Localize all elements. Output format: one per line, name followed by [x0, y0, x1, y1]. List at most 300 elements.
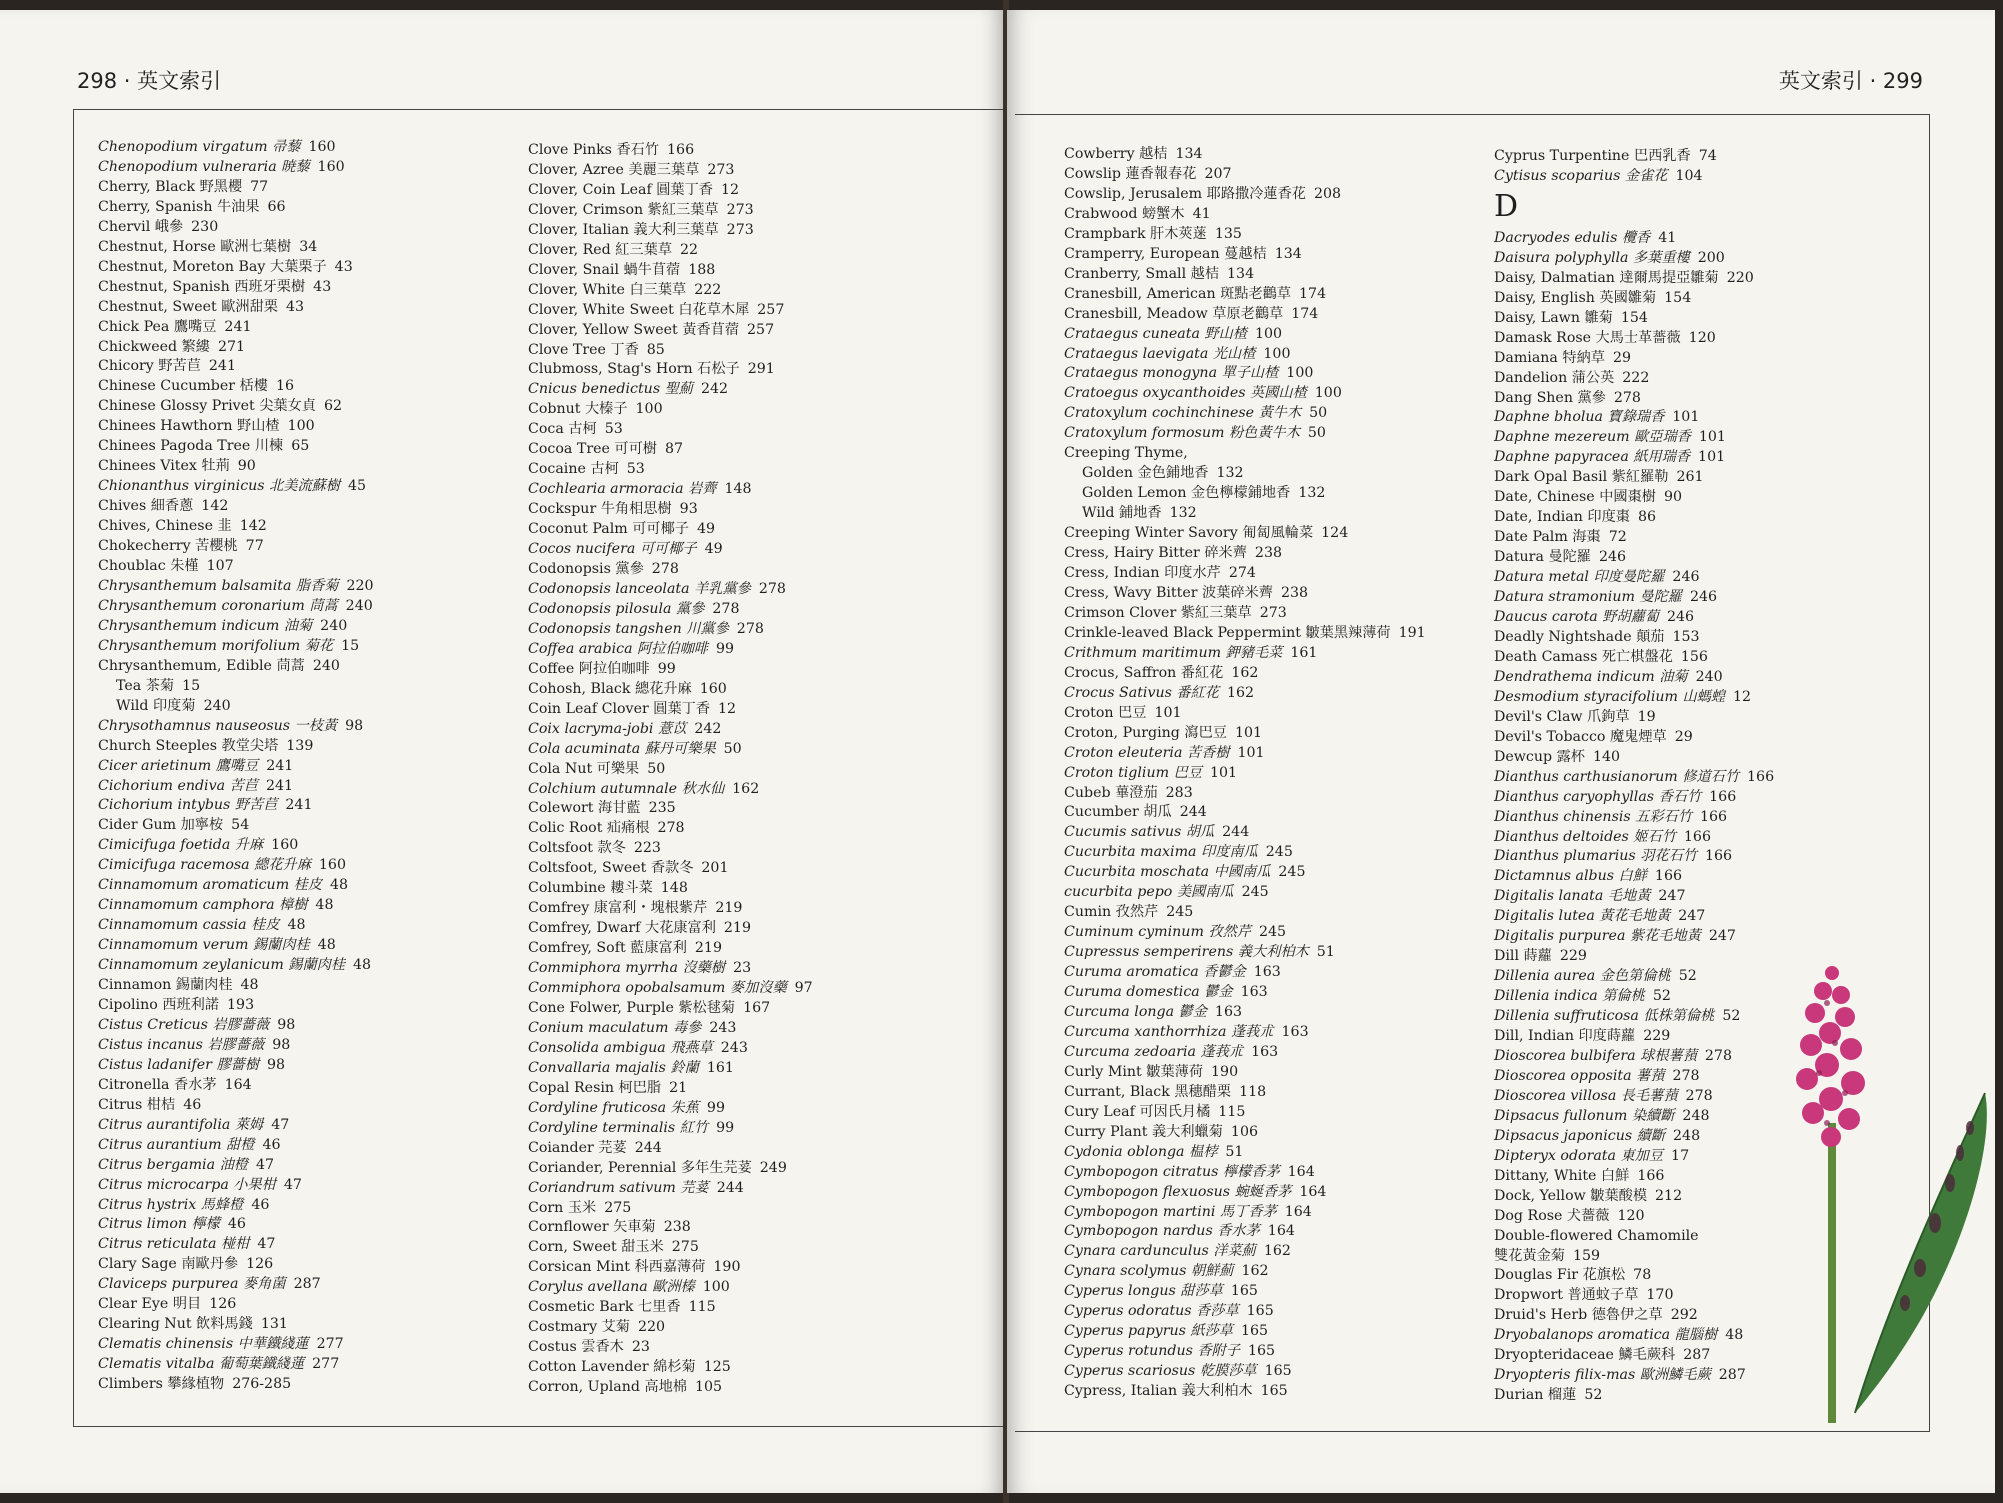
entry-term: Tea 茶菊	[116, 677, 175, 694]
index-entry	[98, 1056, 518, 1076]
index-entry	[1064, 285, 1484, 305]
entry-page-number: 277	[316, 1336, 344, 1353]
entry-term: Coltsfoot, Sweet 香款冬	[528, 860, 694, 877]
entry-page-number: 101	[1209, 764, 1238, 781]
index-entry	[98, 477, 518, 497]
index-entry	[1064, 1063, 1484, 1083]
entry-page-number: 278	[712, 600, 740, 617]
entry-term: Dewcup 露杯	[1494, 748, 1585, 765]
entry-term: Dianthus chinensis 五彩石竹	[1494, 808, 1692, 825]
entry-page-number: 244	[1222, 824, 1250, 841]
index-entry	[1064, 1083, 1484, 1103]
entry-term: Coiander 芫荽	[528, 1139, 627, 1156]
entry-page-number: 229	[1643, 1028, 1671, 1045]
entry-term: 雙花黃金菊	[1494, 1247, 1565, 1264]
entry-term: Dillenia aurea 金色第倫桃	[1494, 968, 1671, 985]
entry-page-number: 278	[1613, 389, 1641, 406]
index-entry	[1064, 564, 1484, 584]
index-entry	[528, 1338, 998, 1358]
index-entry	[1064, 165, 1484, 185]
index-entry	[1064, 544, 1484, 564]
entry-term: Coconut Palm 可可椰子	[528, 521, 689, 538]
entry-page-number: 287	[293, 1276, 321, 1293]
index-entry	[1494, 768, 1934, 788]
index-entry	[1494, 828, 1934, 848]
entry-term: Chestnut, Moreton Bay 大葉栗子	[98, 258, 327, 275]
entry-term: Cymbopogon citratus 檸檬香茅	[1064, 1163, 1280, 1180]
entry-page-number: 278	[651, 561, 679, 578]
entry-page-number: 29	[1674, 728, 1693, 745]
index-entry	[528, 1199, 998, 1219]
entry-term: Cohosh, Black 總花升麻	[528, 680, 692, 697]
entry-page-number: 100	[1286, 365, 1314, 382]
entry-term: Dendrathema indicum 油菊	[1494, 668, 1688, 685]
entry-term: Deadly Nightshade 顛茄	[1494, 628, 1665, 645]
entry-term: Colic Root 疝痛根	[528, 820, 650, 837]
entry-page-number: 273	[1259, 604, 1287, 621]
index-entry	[528, 879, 998, 899]
entry-term: Cola Nut 可樂果	[528, 760, 640, 777]
entry-term: Cinnamomum verum 錫蘭肉桂	[98, 937, 310, 954]
index-entry	[1064, 764, 1484, 784]
index-entry	[1064, 325, 1484, 345]
entry-page-number: 139	[286, 737, 314, 754]
entry-page-number: 247	[1658, 888, 1686, 905]
entry-page-number: 156	[1680, 648, 1708, 665]
index-entry	[1494, 887, 1934, 907]
entry-term: Cynara scolymus 朝鮮薊	[1064, 1263, 1234, 1280]
entry-page-number: 48	[240, 977, 259, 994]
entry-term: Dianthus deltoides 姬石竹	[1494, 828, 1676, 845]
entry-term: Cocos nucifera 可可椰子	[528, 541, 697, 558]
index-entry	[1494, 349, 1934, 369]
index-entry	[98, 976, 518, 996]
entry-term: Cratoxylum formosum 粉色黃牛木	[1064, 425, 1300, 442]
entry-page-number: 154	[1620, 309, 1648, 326]
index-entry	[1494, 748, 1934, 768]
index-entry	[98, 816, 518, 836]
orchid-illustration	[1735, 953, 1995, 1433]
entry-page-number: 12	[718, 700, 737, 717]
entry-page-number: 100	[635, 401, 663, 418]
entry-term: Daisura polyphylla 多葉重樓	[1494, 249, 1690, 266]
index-entry	[1494, 229, 1934, 249]
entry-term: Chrysanthemum indicum 油菊	[98, 617, 313, 634]
entry-page-number: 257	[757, 301, 785, 318]
index-entry	[1494, 648, 1934, 668]
entry-term: Digitalis lanata 毛地黃	[1494, 888, 1651, 905]
entry-page-number: 163	[1240, 984, 1268, 1001]
entry-page-number: 53	[626, 461, 645, 478]
entry-term: Corylus avellana 歐洲榛	[528, 1279, 695, 1296]
entry-page-number: 190	[713, 1259, 741, 1276]
entry-term: Chinees Pagoda Tree 川楝	[98, 438, 284, 455]
entry-term: Wild 鋪地香	[1082, 505, 1162, 522]
entry-term: Codonopsis 黨參	[528, 561, 644, 578]
entry-term: Creeping Winter Savory 匍匐風輪菜	[1064, 525, 1314, 542]
entry-page-number: 160	[317, 158, 345, 175]
entry-term: Citrus microcarpa 小果柑	[98, 1176, 276, 1193]
index-entry	[528, 1258, 998, 1278]
entry-term: Clover, Italian 義大利三葉草	[528, 221, 719, 238]
entry-page-number: 238	[1280, 584, 1309, 601]
entry-page-number: 98	[277, 1016, 296, 1033]
index-entry	[98, 577, 518, 597]
entry-page-number: 229	[1559, 948, 1587, 965]
entry-page-number: 165	[1246, 1303, 1274, 1320]
entry-page-number: 53	[604, 421, 623, 438]
entry-term: Codonopsis lanceolata 羊乳黨參	[528, 580, 751, 597]
index-entry	[1064, 384, 1484, 404]
entry-term: Daisy, Dalmatian 達爾馬提亞雛菊	[1494, 269, 1719, 286]
entry-page-number: 207	[1204, 165, 1232, 182]
entry-page-number: 222	[694, 281, 722, 298]
index-entry	[528, 261, 998, 281]
entry-term: Coffee 阿拉伯咖啡	[528, 660, 650, 677]
index-entry	[528, 281, 998, 301]
entry-page-number: 291	[747, 361, 775, 378]
entry-term: Crimson Clover 紫紅三葉草	[1064, 604, 1252, 621]
entry-page-number: 223	[633, 840, 661, 857]
entry-term: Clove Pinks 香石竹	[528, 142, 660, 158]
entry-page-number: 230	[191, 218, 219, 235]
entry-page-number: 100	[702, 1279, 730, 1296]
entry-term: Daisy, English 英國雛菊	[1494, 289, 1657, 306]
entry-term: Cinnamomum aromaticum 桂皮	[98, 877, 323, 894]
index-entry	[528, 999, 998, 1019]
entry-page-number: 125	[703, 1359, 731, 1376]
entry-page-number: 12	[720, 181, 740, 198]
index-entry	[98, 357, 518, 377]
entry-page-number: 278	[1685, 1087, 1713, 1104]
index-entry	[98, 497, 518, 517]
index-entry	[98, 697, 518, 717]
entry-page-number: 34	[299, 238, 318, 255]
entry-page-number: 278	[1704, 1047, 1732, 1064]
index-entry	[528, 1358, 998, 1378]
index-entry	[1494, 249, 1934, 269]
entry-page-number: 46	[183, 1096, 202, 1113]
index-entry	[1064, 265, 1484, 285]
entry-term: Cowslip 蓮香報春花	[1064, 165, 1197, 182]
entry-page-number: 274	[1228, 565, 1256, 582]
entry-page-number: 43	[334, 258, 353, 275]
entry-term: Cymbopogon martini 馬丁香茅	[1064, 1203, 1277, 1220]
entry-term: Coca 古柯	[528, 421, 597, 438]
index-entry	[98, 238, 518, 258]
index-entry	[528, 819, 998, 839]
entry-term: Cymbopogon flexuosus 蜿蜒香茅	[1064, 1183, 1292, 1200]
index-entry	[528, 201, 998, 221]
entry-term: Clover, White 白三葉草	[528, 281, 687, 298]
stem-shape	[1828, 1123, 1836, 1423]
index-entry	[98, 996, 518, 1016]
entry-term: Cinnamomum zeylanicum 錫蘭肉桂	[98, 957, 346, 974]
entry-term: Chrysanthemum morifolium 菊花	[98, 637, 334, 654]
entry-term: Devil's Claw 爪鉤草	[1494, 708, 1630, 725]
entry-page-number: 47	[283, 1176, 302, 1193]
entry-page-number: 165	[1264, 1363, 1292, 1380]
index-entry	[1494, 488, 1934, 508]
entry-term: Cider Gum 加寧桉	[98, 817, 224, 834]
entry-page-number: 15	[341, 637, 360, 654]
entry-page-number: 240	[1695, 668, 1723, 685]
entry-page-number: 98	[272, 1036, 291, 1053]
entry-page-number: 100	[1254, 325, 1283, 342]
index-entry	[528, 1039, 998, 1059]
entry-term: Datura 曼陀羅	[1494, 549, 1591, 566]
entry-page-number: 243	[720, 1039, 748, 1056]
entry-page-number: 48	[353, 957, 372, 974]
index-entry	[98, 557, 518, 577]
entry-page-number: 165	[1230, 1283, 1258, 1300]
index-entry	[98, 1036, 518, 1056]
entry-page-number: 45	[348, 478, 367, 495]
index-entry	[1064, 1183, 1484, 1203]
entry-term: Dipsacus japonicus 續斷	[1494, 1127, 1666, 1144]
entry-term: Druid's Herb 德魯伊之草	[1494, 1307, 1663, 1324]
flower-spike	[1796, 966, 1865, 1147]
index-entry	[528, 440, 998, 460]
index-entry	[1494, 867, 1934, 887]
index-entry	[1064, 1302, 1484, 1322]
entry-term: Corn, Sweet 甜玉米	[528, 1239, 664, 1256]
index-entry	[528, 1378, 998, 1398]
entry-page-number: 163	[1281, 1023, 1309, 1040]
entry-term: Citrus aurantifolia 萊姆	[98, 1116, 264, 1133]
index-entry	[528, 799, 998, 819]
entry-page-number: 78	[1633, 1267, 1652, 1284]
entry-term: Cordyline fruticosa 朱蕉	[528, 1099, 699, 1116]
entry-page-number: 46	[227, 1216, 246, 1233]
index-entry	[1064, 205, 1484, 225]
entry-page-number: 244	[1179, 804, 1207, 821]
index-entry	[528, 600, 998, 620]
index-entry	[1494, 468, 1934, 488]
entry-term: Cipolino 西班利諾	[98, 996, 220, 1013]
entry-term: Double-flowered Chamomile	[1494, 1227, 1699, 1244]
entry-page-number: 287	[1718, 1367, 1746, 1384]
entry-term: Daucus carota 野胡蘿蔔	[1494, 609, 1659, 626]
index-entry	[528, 141, 998, 161]
entry-term: Cichorium intybus 野苦苣	[98, 797, 278, 814]
entry-term: Dacryodes edulis 欖香	[1494, 229, 1651, 246]
entry-page-number: 105	[695, 1379, 723, 1396]
entry-page-number: 212	[1655, 1187, 1683, 1204]
entry-term: Cytisus scoparius 金雀花	[1494, 167, 1668, 184]
entry-term: Cypress, Italian 義大利柏木	[1064, 1383, 1253, 1400]
entry-term: Colchium autumnale 秋水仙	[528, 780, 725, 797]
entry-page-number: 162	[1263, 1243, 1291, 1260]
index-entry	[528, 241, 998, 261]
index-entry	[1064, 464, 1484, 484]
entry-page-number: 273	[726, 201, 754, 218]
entry-term: Clary Sage 南歐丹參	[98, 1256, 239, 1273]
entry-page-number: 245	[1166, 904, 1194, 921]
entry-page-number: 135	[1214, 225, 1242, 242]
index-entry	[528, 161, 998, 181]
entry-page-number: 51	[1225, 1143, 1244, 1160]
entry-page-number: 165	[1240, 1323, 1269, 1340]
entry-term: Chervil 峨參	[98, 218, 184, 235]
index-entry	[1494, 408, 1934, 428]
entry-term: Chrysanthemum balsamita 脂香菊	[98, 577, 339, 594]
entry-term: cucurbita pepo 美國南瓜	[1064, 884, 1234, 901]
entry-term: Crinkle-leaved Black Peppermint 皺葉黑辣薄荷	[1064, 624, 1391, 641]
entry-term: Chestnut, Horse 歐洲七葉樹	[98, 238, 292, 255]
index-entry	[528, 540, 998, 560]
entry-page-number: 164	[1287, 1163, 1315, 1180]
entry-term: Chrysanthemum, Edible 茼蒿	[98, 657, 305, 674]
entry-page-number: 162	[1231, 664, 1259, 681]
index-entry	[98, 198, 518, 218]
entry-page-number: 235	[648, 800, 676, 817]
entry-page-number: 54	[231, 817, 250, 834]
index-entry	[528, 760, 998, 780]
entry-page-number: 46	[262, 1136, 281, 1153]
entry-page-number: 160	[699, 680, 727, 697]
entry-term: Columbine 耬斗菜	[528, 880, 653, 897]
entry-page-number: 120	[1617, 1207, 1645, 1224]
entry-term: Chionanthus virginicus 北美流蘇樹	[98, 478, 341, 495]
entry-page-number: 278	[1672, 1067, 1700, 1084]
index-entry	[1064, 484, 1484, 504]
index-entry	[528, 979, 998, 999]
entry-term: Dianthus plumarius 羽花石竹	[1494, 848, 1697, 865]
entry-term: Codonopsis pilosula 黨參	[528, 600, 705, 617]
index-entry	[98, 537, 518, 557]
entry-page-number: 100	[287, 418, 315, 435]
entry-term: Cubeb 蓽澄茄	[1064, 784, 1158, 801]
entry-term: Chives, Chinese 韭	[98, 518, 232, 535]
index-entry	[98, 437, 518, 457]
index-entry	[1494, 588, 1934, 608]
entry-page-number: 90	[1663, 489, 1683, 506]
entry-term: Dark Opal Basil 紫紅羅勒	[1494, 469, 1669, 486]
entry-page-number: 134	[1227, 265, 1255, 282]
entry-term: Devil's Tobacco 魔鬼煙草	[1494, 728, 1667, 745]
entry-page-number: 240	[345, 597, 373, 614]
entry-term: Cyprus Turpentine 巴西乳香	[1494, 148, 1691, 164]
index-entry	[528, 560, 998, 580]
entry-page-number: 246	[1599, 549, 1627, 566]
index-entry	[1064, 664, 1484, 684]
index-entry	[98, 278, 518, 298]
index-entry	[98, 1375, 518, 1395]
index-entry	[1494, 788, 1934, 808]
entry-term: Colewort 海甘藍	[528, 800, 641, 817]
entry-term: Clematis chinensis 中華鐵綫蓮	[98, 1336, 309, 1353]
entry-term: Durian 榴蓮	[1494, 1387, 1577, 1404]
entry-term: Cicer arietinum 鷹嘴豆	[98, 757, 259, 774]
index-entry	[1064, 644, 1484, 664]
index-entry	[1494, 608, 1934, 628]
entry-term: Cinnamomum cassia 桂皮	[98, 917, 280, 934]
index-entry	[1064, 225, 1484, 245]
entry-page-number: 50	[647, 760, 666, 777]
entry-page-number: 161	[706, 1059, 734, 1076]
entry-term: Coix lacryma-jobi 薏苡	[528, 720, 687, 737]
entry-term: Codonopsis tangshen 川黨參	[528, 620, 729, 637]
entry-term: Citrus 柑桔	[98, 1096, 176, 1113]
index-entry	[98, 796, 518, 816]
entry-term: Cistus incanus 岩膠薔薇	[98, 1036, 265, 1053]
entry-term: Citrus reticulata 椪柑	[98, 1236, 250, 1253]
index-entry	[98, 1335, 518, 1355]
index-entry	[1064, 404, 1484, 424]
index-entry	[98, 318, 518, 338]
entry-term: Dog Rose 犬薔薇	[1494, 1207, 1610, 1224]
index-entry	[98, 1136, 518, 1156]
entry-page-number: 275	[671, 1239, 699, 1256]
index-entry	[98, 757, 518, 777]
entry-page-number: 153	[1672, 628, 1700, 645]
entry-term: Cnicus benedictus 聖薊	[528, 381, 693, 398]
entry-page-number: 163	[1214, 1003, 1243, 1020]
index-entry	[98, 258, 518, 278]
entry-term: Clearing Nut 飲料馬錢	[98, 1316, 253, 1333]
index-entry	[1494, 728, 1934, 748]
entry-term: Cucurbita maxima 印度南瓜	[1064, 844, 1258, 861]
entry-page-number: 164	[1267, 1223, 1295, 1240]
entry-page-number: 242	[701, 381, 729, 398]
entry-term: Curuma aromatica 香鬱金	[1064, 964, 1246, 981]
entry-term: Cratoegus oxycanthoides 英國山楂	[1064, 385, 1307, 402]
index-entry	[98, 1315, 518, 1335]
entry-page-number: 100	[1314, 385, 1342, 402]
entry-term: Crataegus cuneata 野山楂	[1064, 325, 1247, 342]
index-entry	[98, 1156, 518, 1176]
index-entry	[1064, 604, 1484, 624]
entry-term: Cury Leaf 可因氏月橘	[1064, 1103, 1211, 1120]
index-entry	[98, 1295, 518, 1315]
entry-page-number: 62	[324, 398, 343, 415]
index-entry	[1064, 1382, 1484, 1402]
entry-page-number: 49	[697, 521, 716, 538]
index-entry	[1064, 843, 1484, 863]
entry-term: Conium maculatum 毒參	[528, 1019, 702, 1036]
entry-term: Comfrey, Soft 藍康富利	[528, 940, 687, 957]
index-entry	[528, 420, 998, 440]
entry-term: Cranberry, Small 越桔	[1064, 265, 1220, 282]
index-entry	[528, 1119, 998, 1139]
entry-term: Cratoxylum cochinchinese 黃牛木	[1064, 405, 1302, 422]
entry-page-number: 17	[1671, 1147, 1690, 1164]
entry-term: Corron, Upland 高地棉	[528, 1379, 687, 1396]
entry-page-number: 74	[1698, 148, 1717, 164]
index-entry	[1494, 167, 1934, 187]
entry-term: Death Camass 死亡棋盤花	[1494, 648, 1673, 665]
index-entry	[98, 1176, 518, 1196]
entry-term: Cherry, Black 野黑櫻	[98, 178, 243, 195]
entry-page-number: 50	[1309, 405, 1328, 422]
entry-term: Comfrey, Dwarf 大花康富利	[528, 920, 716, 937]
entry-page-number: 241	[285, 797, 313, 814]
index-entry	[1064, 1043, 1484, 1063]
entry-page-number: 48	[330, 877, 349, 894]
entry-page-number: 246	[1672, 569, 1700, 586]
entry-term: Cistus ladanifer 膠薔樹	[98, 1056, 260, 1073]
entry-term: Cupressus semperirens 義大利柏木	[1064, 944, 1309, 961]
index-entry	[1494, 927, 1934, 947]
entry-term: Cherry, Spanish 牛油果	[98, 198, 260, 215]
index-entry	[1494, 389, 1934, 409]
index-entry	[1064, 364, 1484, 384]
index-entry	[1064, 803, 1484, 823]
entry-page-number: 99	[716, 1119, 735, 1136]
entry-term: Cosmetic Bark 七里香	[528, 1299, 681, 1316]
entry-page-number: 222	[1622, 369, 1650, 386]
